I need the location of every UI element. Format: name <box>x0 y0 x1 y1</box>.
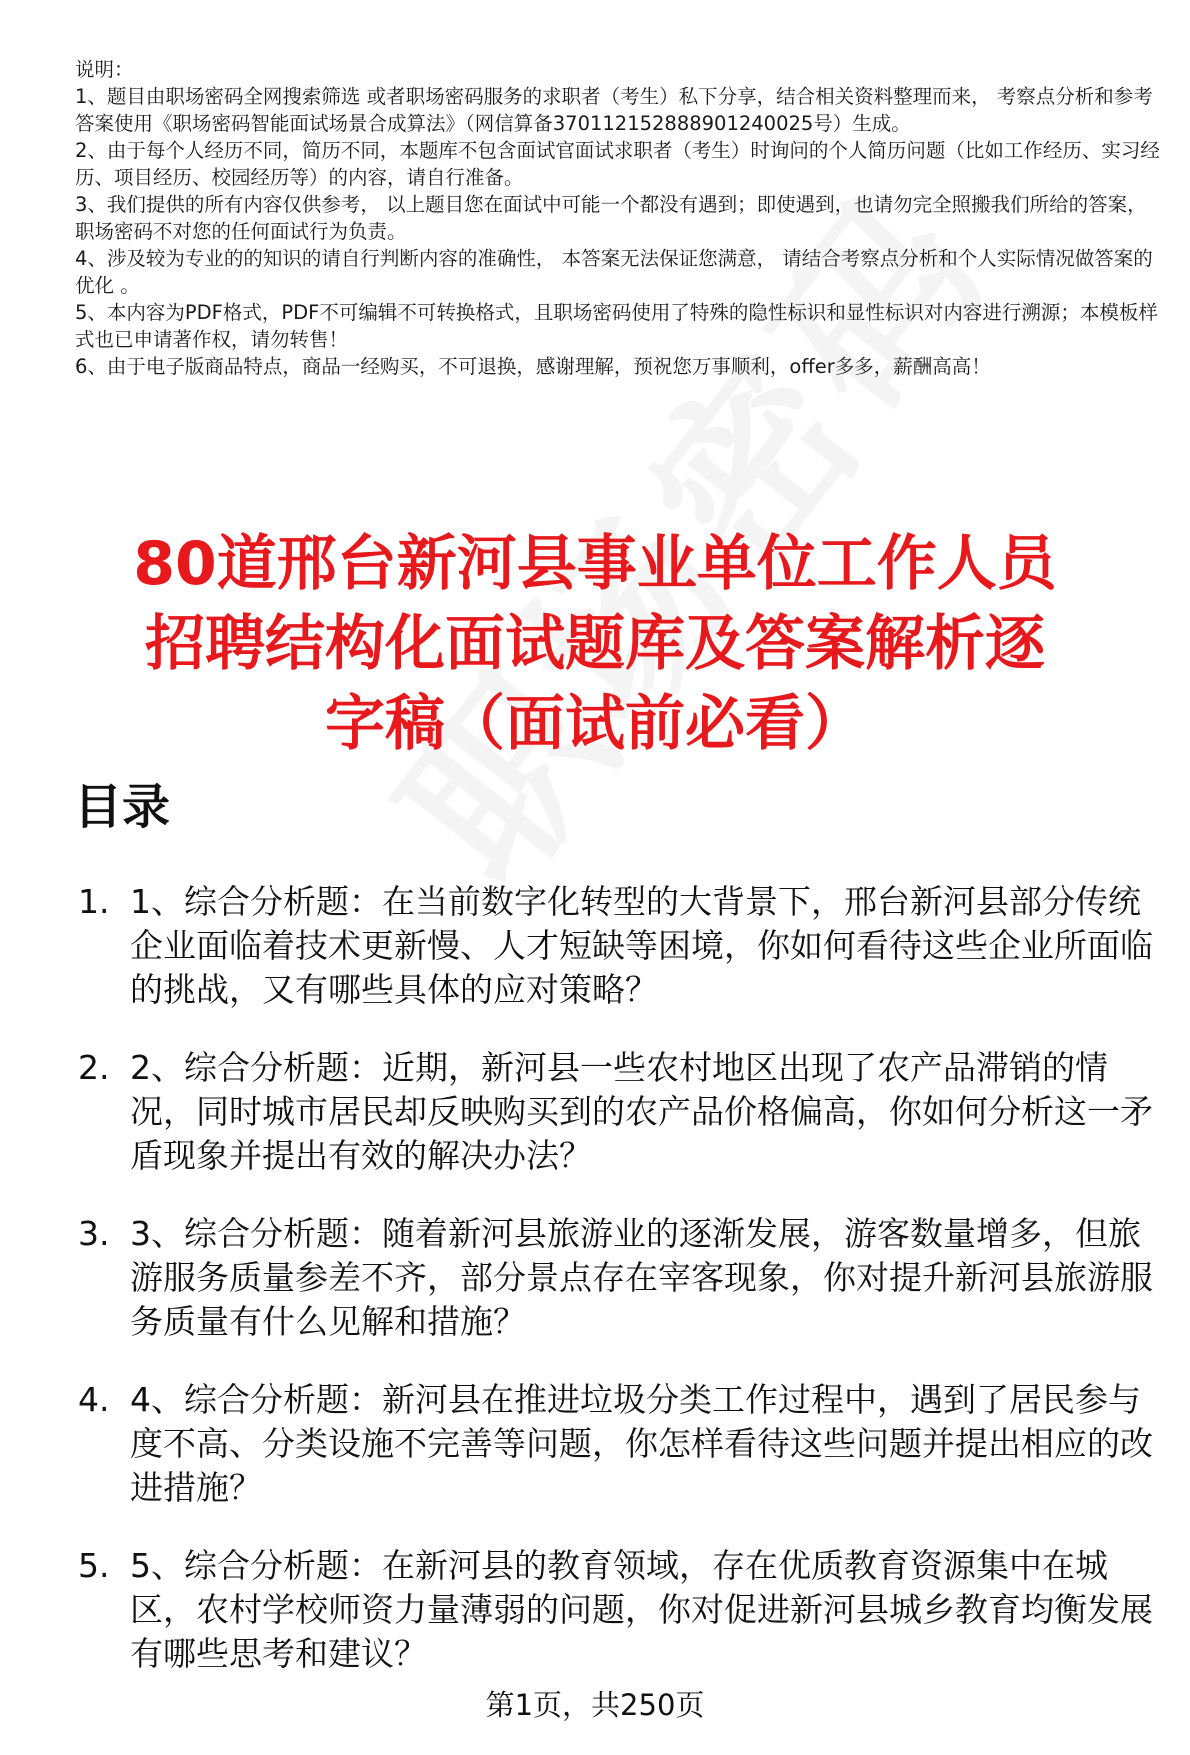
toc-item-text: 5、综合分析题：在新河县的教育领域，存在优质教育资源集中在城区，农村学校师资力量薄弱的问题，你对促进新河县城乡教育均衡发展有哪些思考和建议？ <box>130 1546 1153 1673</box>
toc-item-number: 5. <box>78 1546 110 1585</box>
note-item-4: 4、涉及较为专业的的知识的请自行判断内容的准确性， 本答案无法保证您满意， 请结合考察点分析和个人实际情况做答案的优化 。 <box>75 247 1153 297</box>
toc-item-number: 3. <box>78 1214 110 1253</box>
toc-item-number: 4. <box>78 1380 110 1419</box>
note-item-5: 5、本内容为PDF格式，PDF不可编辑不可转换格式，且职场密码使用了特殊的隐性标识和显性标识对内容进行溯源；本模板样式也已申请著作权，请勿转售！ <box>75 301 1158 351</box>
page-footer: 第1页，共250页 <box>485 1688 705 1722</box>
note-item-1: 1、题目由职场密码全网搜索筛选 或者职场密码服务的求职者（考生）私下分享，结合相关资料整理而来， 考察点分析和参考答案使用《职场密码智能面试场景合成算法》（网信算备370112152888901240025号）生成。 <box>75 85 1153 135</box>
toc-item-number: 1. <box>78 882 110 921</box>
toc-item[interactable] <box>78 1212 1168 1344</box>
title-line-3: 字稿（面试前必看） <box>325 689 865 760</box>
note-item-3: 3、我们提供的所有内容仅供参考， 以上题目您在面试中可能一个都没有遇到；即使遇到，也请勿完全照搬我们所给的答案，职场密码不对您的任何面试行为负责。 <box>75 193 1147 243</box>
toc-item-text: 2、综合分析题：近期，新河县一些农村地区出现了农产品滞销的情况，同时城市居民却反映购买到的农产品价格偏高，你如何分析这一矛盾现象并提出有效的解决办法？ <box>130 1048 1153 1175</box>
note-item-2: 2、由于每个人经历不同，简历不同，本题库不包含面试官面试求职者（考生）时询问的个人简历问题（比如工作经历、实习经历、项目经历、校园经历等）的内容，请自行准备。 <box>75 139 1160 189</box>
note-item-6: 6、由于电子版商品特点，商品一经购买，不可退换，感谢理解，预祝您万事顺利，offer多多，薪酬高高！ <box>75 355 991 378</box>
toc-item-text: 4、综合分析题：新河县在推进垃圾分类工作过程中，遇到了居民参与度不高、分类设施不完善等问题，你怎样看待这些问题并提出相应的改进措施？ <box>130 1380 1153 1507</box>
toc-item[interactable] <box>78 1544 1168 1676</box>
toc-item[interactable] <box>78 880 1168 1012</box>
document-title <box>60 524 1130 764</box>
title-line-2: 招聘结构化面试题库及答案解析逐 <box>145 609 1045 680</box>
title-line-1: 80道邢台新河县事业单位工作人员 <box>133 529 1057 600</box>
notes-section <box>75 56 1165 380</box>
toc-list <box>78 880 1168 1710</box>
notes-heading: 说明： <box>75 58 134 81</box>
toc-item[interactable] <box>78 1378 1168 1510</box>
toc-item-text: 3、综合分析题：随着新河县旅游业的逐渐发展，游客数量增多，但旅游服务质量参差不齐，部分景点存在宰客现象，你对提升新河县旅游服务质量有什么见解和措施？ <box>130 1214 1153 1341</box>
toc-item-number: 2. <box>78 1048 110 1087</box>
toc-item-text: 1、综合分析题：在当前数字化转型的大背景下，邢台新河县部分传统企业面临着技术更新慢、人才短缺等困境，你如何看待这些企业所面临的挑战，又有哪些具体的应对策略？ <box>130 882 1153 1009</box>
toc-heading: 目录 <box>74 779 171 835</box>
toc-item[interactable] <box>78 1046 1168 1178</box>
